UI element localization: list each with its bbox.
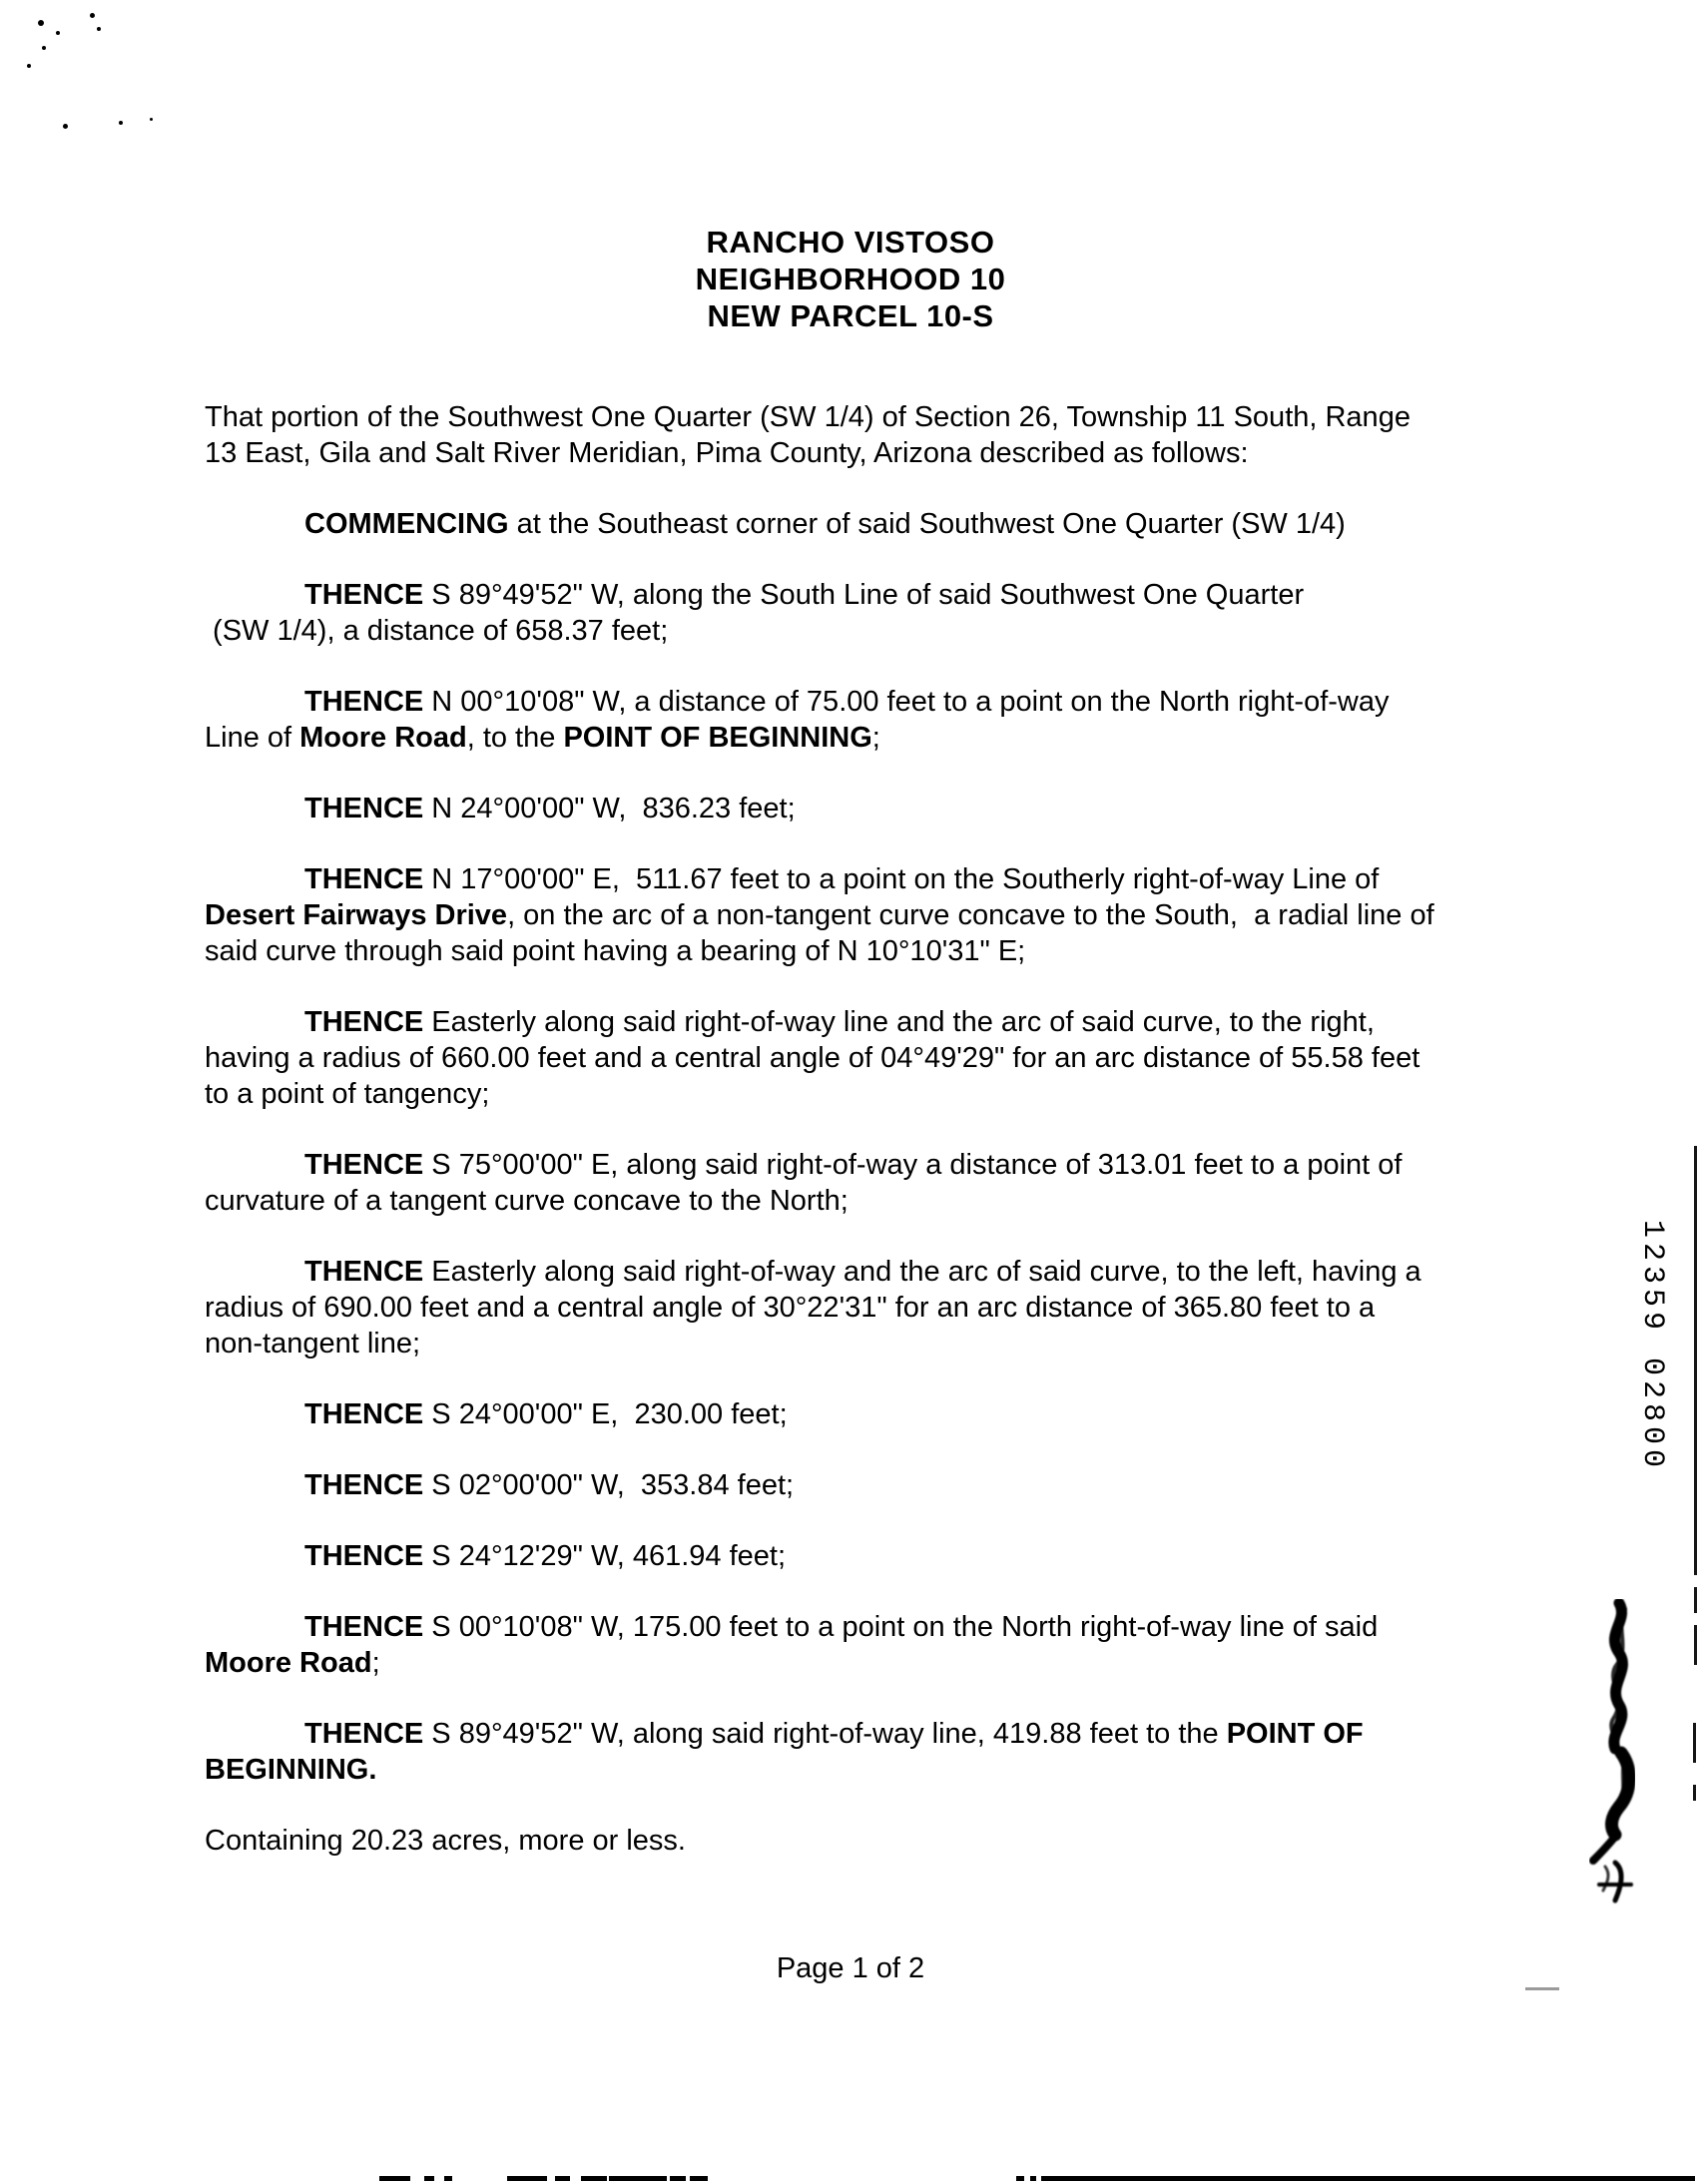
text-line: said curve through said point having a bearing of N 10°10'31" E; [205,935,1026,967]
scan-bottom-line [444,2176,452,2181]
scan-bottom-line [690,2176,708,2181]
paragraph [205,684,1562,756]
scan-bottom-line [1030,2176,1036,2181]
text-line: Containing 20.23 acres, more or less. [205,1825,686,1857]
text-line: THENCE S 75°00'00" E, along said right-of-way a distance of 313.01 feet to a point of [304,1149,1403,1181]
recorder-stamp-number: 12359 02800 [1635,1220,1669,1473]
scan-speck [56,31,60,35]
paragraph [205,1823,1562,1859]
text-line: 13 East, Gila and Salt River Meridian, Pima County, Arizona described as follows: [205,437,1249,469]
paragraph [205,1609,1562,1681]
scan-speck [38,20,44,26]
scan-bottom-line [581,2176,607,2181]
document-title [0,224,1701,334]
paragraph [205,1254,1562,1362]
paragraph [205,577,1562,649]
text-line: THENCE N 00°10'08" W, a distance of 75.00 feet to a point on the North right-of-way [304,686,1390,718]
scan-bottom-line [507,2176,547,2181]
text-line: Desert Fairways Drive, on the arc of a non-tangent curve concave to the South, a radial line of [205,899,1434,931]
text-line: THENCE N 24°00'00" W, 836.23 feet; [304,793,796,824]
scan-speck [90,13,95,18]
scan-bottom-line [379,2176,410,2181]
paragraph [205,506,1562,542]
paragraph [205,861,1562,969]
text-line: THENCE S 24°00'00" E, 230.00 feet; [304,1398,788,1430]
text-line: having a radius of 660.00 feet and a central angle of 04°49'29" for an arc distance of 55.58 feet [205,1042,1420,1074]
scan-edge-line [1694,1625,1697,1665]
title-line: NEW PARCEL 10-S [707,298,994,333]
text-line: COMMENCING at the Southeast corner of said Southwest One Quarter (SW 1/4) [304,508,1346,540]
scan-speck [119,121,123,125]
scan-bottom-line [670,2176,686,2181]
text-line: THENCE S 89°49'52" W, along the South Line of said Southwest One Quarter [304,579,1305,611]
text-line: non-tangent line; [205,1328,421,1360]
text-line: THENCE S 00°10'08" W, 175.00 feet to a point on the North right-of-way line of said [304,1611,1379,1643]
scan-edge-line [1694,1587,1697,1613]
ink-smudge-stamp [1585,1599,1655,1909]
legal-description [205,399,1562,1894]
text-line: That portion of the Southwest One Quarter (SW 1/4) of Section 26, Township 11 South, Range [205,401,1411,433]
paragraph [205,1004,1562,1112]
scan-edge-line [1693,1785,1696,1801]
paragraph [205,399,1562,471]
paragraph [205,1716,1562,1788]
scan-speck [42,46,46,50]
paragraph [205,1396,1562,1432]
text-line: radius of 690.00 feet and a central angle of 30°22'31" for an arc distance of 365.80 feet to a [205,1292,1376,1324]
scan-bottom-line [424,2176,434,2181]
scan-speck [63,124,68,129]
text-line: curvature of a tangent curve concave to the North; [205,1185,849,1217]
title-line: NEIGHBORHOOD 10 [695,262,1006,296]
scan-bottom-line [1041,2176,1695,2181]
paragraph [205,1538,1562,1574]
scan-edge-line [1694,1146,1697,1575]
scan-speck [97,27,101,31]
text-line: THENCE N 17°00'00" E, 511.67 feet to a point on the Southerly right-of-way Line of [304,863,1380,895]
paragraph [205,1467,1562,1503]
text-line: THENCE Easterly along said right-of-way and the arc of said curve, to the left, having a [304,1256,1421,1288]
text-line: THENCE S 24°12'29" W, 461.94 feet; [304,1540,787,1572]
text-line: to a point of tangency; [205,1078,490,1110]
scan-speck [150,118,153,121]
text-line: Line of Moore Road, to the POINT OF BEGINNING; [205,722,880,754]
paragraph [205,791,1562,826]
scan-speck [27,64,31,68]
scan-bottom-line [1016,2176,1024,2181]
scan-edge-line [1693,1723,1696,1763]
scan-bottom-line [609,2176,667,2181]
scan-bottom-line [555,2176,570,2181]
text-line: (SW 1/4), a distance of 658.37 feet; [205,615,669,647]
text-line: Moore Road; [205,1647,380,1679]
paragraph [205,1147,1562,1219]
text-line: THENCE S 89°49'52" W, along said right-of-way line, 419.88 feet to the POINT OF [304,1718,1364,1750]
title-line: RANCHO VISTOSO [706,225,995,260]
text-line: THENCE S 02°00'00" W, 353.84 feet; [304,1469,795,1501]
text-line: THENCE Easterly along said right-of-way line and the arc of said curve, to the right, [304,1006,1375,1038]
text-line: BEGINNING. [205,1754,377,1786]
page-number: Page 1 of 2 [776,1952,925,1984]
scan-artifact-dash [1525,1987,1559,1990]
